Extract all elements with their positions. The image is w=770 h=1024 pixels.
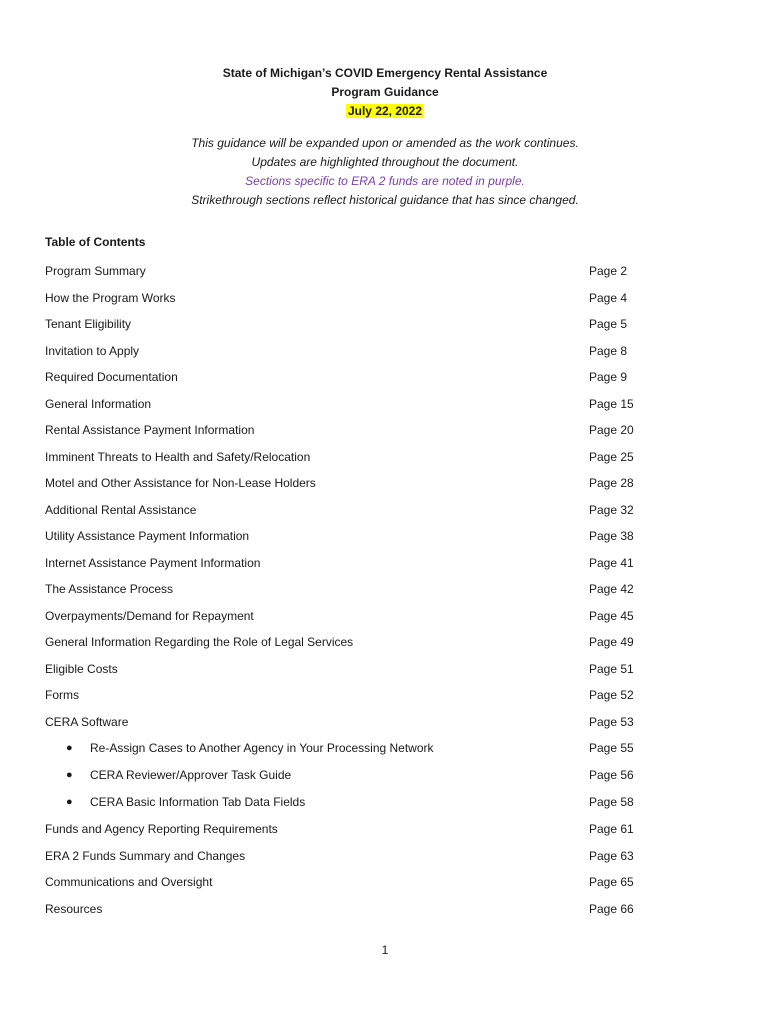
bullet-icon: ● <box>66 769 73 781</box>
toc-item-page: Page 41 <box>589 555 634 570</box>
toc-item-title[interactable]: Overpayments/Demand for Repayment <box>45 608 254 623</box>
toc-item[interactable] <box>45 550 645 577</box>
toc-item[interactable] <box>45 843 645 870</box>
toc-item[interactable] <box>45 391 645 418</box>
toc-item-title[interactable]: Forms <box>45 688 79 702</box>
note-strike-suffix: sections reflect historical guidance that has since changed. <box>262 193 579 207</box>
toc-item-title[interactable]: Motel and Other Assistance for Non-Lease Holders <box>45 476 316 490</box>
toc-item-page: Page 5 <box>589 317 628 331</box>
toc-item-title[interactable]: The Assistance Process <box>45 582 174 596</box>
toc-item-title[interactable]: Funds and Agency Reporting Requirements <box>45 822 278 836</box>
toc-item-title[interactable]: Rental Assistance Payment Information <box>45 423 255 437</box>
page-number: 1 <box>381 943 389 957</box>
note-updates <box>0 153 770 172</box>
toc-item-page: Page 58 <box>589 795 634 809</box>
toc-item[interactable] <box>45 444 645 471</box>
document-subtitle: Program Guidance <box>331 85 439 99</box>
note-purple-sections: Sections specific to ERA 2 funds are noted in purple. <box>245 174 525 188</box>
toc-item-page: Page 32 <box>589 502 634 517</box>
toc-item-page: Page 25 <box>589 449 634 464</box>
table-of-contents <box>45 258 645 922</box>
toc-item[interactable] <box>45 285 645 312</box>
toc-item-page: Page 61 <box>589 822 634 836</box>
toc-item[interactable] <box>45 523 645 550</box>
toc-item[interactable] <box>45 364 645 391</box>
note-updates-suffix: throughout the document. <box>378 155 519 169</box>
toc-item-title[interactable]: Required Documentation <box>45 370 178 384</box>
toc-item-title[interactable]: Tenant Eligibility <box>45 317 132 331</box>
toc-heading: Table of Contents <box>45 235 146 249</box>
toc-item-page: Page 56 <box>589 768 634 782</box>
toc-item-page: Page 51 <box>589 661 634 676</box>
toc-item[interactable] <box>45 311 645 338</box>
toc-item-page: Page 38 <box>589 529 634 543</box>
toc-item-title[interactable]: Imminent Threats to Health and Safety/Relocation <box>45 449 311 464</box>
note-strikethrough <box>0 191 770 210</box>
toc-item-title[interactable]: CERA Software <box>45 714 129 729</box>
toc-item-title[interactable]: General Information <box>45 396 152 411</box>
document-date: July 22, 2022 <box>347 104 423 118</box>
toc-item-title[interactable]: CERA Basic Information Tab Data Fields <box>90 795 306 809</box>
toc-item[interactable] <box>45 497 645 524</box>
document-header <box>0 64 770 121</box>
toc-item[interactable] <box>45 682 645 709</box>
toc-item-title[interactable]: How the Program Works <box>45 290 176 305</box>
toc-sub-item[interactable] <box>45 789 645 816</box>
toc-item[interactable] <box>45 816 645 843</box>
toc-item-title[interactable]: Utility Assistance Payment Information <box>45 529 250 543</box>
toc-item-page: Page 8 <box>589 343 628 358</box>
toc-item-title[interactable]: Invitation to Apply <box>45 343 140 358</box>
toc-item-page: Page 65 <box>589 875 634 889</box>
toc-item-page: Page 66 <box>589 901 634 916</box>
bullet-icon: ● <box>66 742 73 754</box>
note-strike-word: Strikethrough <box>191 193 263 207</box>
toc-item-title[interactable]: ERA 2 Funds Summary and Changes <box>45 848 246 863</box>
note-updates-highlighted: highlighted <box>320 155 379 169</box>
toc-item-page: Page 4 <box>589 290 628 305</box>
toc-item[interactable] <box>45 338 645 365</box>
toc-item-title[interactable]: CERA Reviewer/Approver Task Guide <box>90 768 292 782</box>
toc-item-page: Page 9 <box>589 370 628 384</box>
toc-item-page: Page 55 <box>589 741 634 755</box>
toc-item-title[interactable]: Internet Assistance Payment Information <box>45 555 261 570</box>
toc-sub-item[interactable] <box>45 762 645 789</box>
toc-item[interactable] <box>45 603 645 630</box>
toc-item-title[interactable]: Re-Assign Cases to Another Agency in Your Processing Network <box>90 741 434 755</box>
document-date-line <box>0 102 770 121</box>
toc-item[interactable] <box>45 470 645 497</box>
toc-item[interactable] <box>45 629 645 656</box>
toc-item-page: Page 42 <box>589 582 634 596</box>
toc-item[interactable] <box>45 869 645 896</box>
toc-item[interactable] <box>45 709 645 736</box>
toc-item-page: Page 2 <box>589 264 628 278</box>
toc-item[interactable] <box>45 576 645 603</box>
toc-item[interactable] <box>45 656 645 683</box>
toc-item-page: Page 15 <box>589 396 634 411</box>
toc-item-title[interactable]: Eligible Costs <box>45 661 118 676</box>
toc-sub-item[interactable] <box>45 735 645 762</box>
toc-item-title[interactable]: Additional Rental Assistance <box>45 502 197 517</box>
guidance-notes <box>0 134 770 210</box>
toc-item-page: Page 53 <box>589 714 634 729</box>
toc-item-title[interactable]: Program Summary <box>45 264 146 278</box>
toc-item-title[interactable]: Communications and Oversight <box>45 875 213 889</box>
toc-item[interactable] <box>45 258 645 285</box>
toc-item-page: Page 20 <box>589 423 634 437</box>
toc-item-page: Page 28 <box>589 476 634 490</box>
toc-item-page: Page 63 <box>589 848 634 863</box>
note-updates-prefix: Updates are <box>251 155 321 169</box>
toc-item[interactable] <box>45 417 645 444</box>
toc-item-page: Page 45 <box>589 608 634 623</box>
toc-item[interactable] <box>45 896 645 923</box>
toc-item-page: Page 52 <box>589 688 634 702</box>
toc-item-title[interactable]: Resources <box>45 901 103 916</box>
bullet-icon: ● <box>66 796 73 808</box>
note-expanded: This guidance will be expanded upon or amended as the work continues. <box>191 136 579 150</box>
toc-item-title[interactable]: General Information Regarding the Role of Legal Services <box>45 635 354 649</box>
toc-item-page: Page 49 <box>589 635 634 649</box>
document-title: State of Michigan’s COVID Emergency Rental Assistance <box>222 66 548 80</box>
